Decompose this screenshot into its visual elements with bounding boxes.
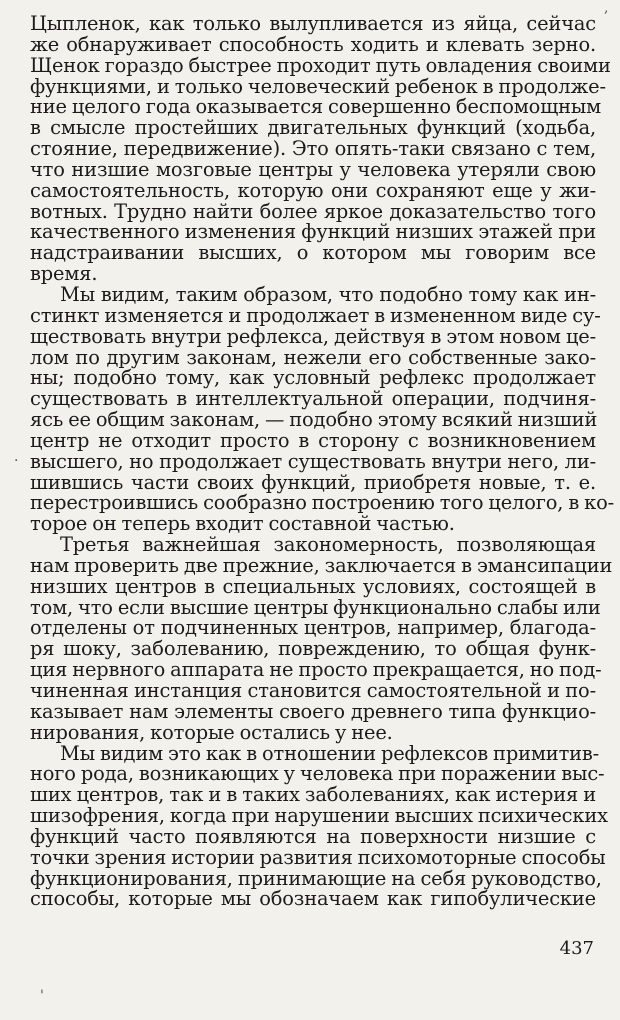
text-line: Мы видим, таким образом, что подобно тому как ин- <box>60 282 596 306</box>
text-line: надстраивании высших, о котором мы говорим все <box>30 241 596 265</box>
text-line: Мы видим это как в отношении рефлексов примитив- <box>60 741 600 765</box>
text-line: же обнаруживает способность ходить и клевать зерно. <box>30 32 596 56</box>
text-line: способы, которые мы обозначаем как гипобулические <box>30 887 596 911</box>
paragraph-2 <box>30 282 614 536</box>
page-body <box>30 12 614 911</box>
text-line: низших центров в специальных условиях, состоящей в <box>30 574 596 598</box>
text-line: вотных. Трудно найти более яркое доказательство того <box>30 199 596 223</box>
text-line: ны; подобно тому, как условный рефлекс продолжает <box>30 366 596 390</box>
text-line: отделены от подчиненных центров, например, благода- <box>30 616 596 640</box>
text-line: ясь ее общим законам, — подобно этому всякий низший <box>30 408 598 432</box>
scan-speck: ' <box>40 988 44 1004</box>
scan-speck: · <box>14 453 19 469</box>
text-line: Щенок гораздо быстрее проходит путь овладения своими <box>30 53 611 77</box>
paragraph-4 <box>30 741 608 911</box>
paragraph-1 <box>30 12 611 286</box>
text-line: стинкт изменяется и продолжает в измененном виде су- <box>30 303 601 327</box>
text-line: ного рода, возникающих у человека при поражении выс- <box>30 762 605 786</box>
text-line: ние целого года оказывается совершенно беспомощным <box>30 95 602 119</box>
text-line: ших центров, так и в таких заболеваниях, как истерия и <box>30 783 596 807</box>
text-line: лом по другим законам, нежели его собственные зако- <box>30 345 596 369</box>
text-line: стояние, передвижение). Это опять-таки связано с тем, <box>30 137 596 161</box>
text-line: перестроившись сообразно построению того целого, в ко- <box>30 491 614 515</box>
text-line: что низшие мозговые центры у человека утеряли свою <box>30 157 596 181</box>
text-line: торое он теперь входит составной частью. <box>30 512 455 536</box>
text-line: высшего, но продолжает существовать внутри него, ли- <box>30 449 596 473</box>
text-line: казывает нам элементы своего древнего типа функцио- <box>30 699 596 723</box>
text-line: Третья важнейшая закономерность, позволяющая <box>60 533 596 557</box>
text-line: том, что если высшие центры функционально слабы или <box>30 595 601 619</box>
text-line: шившись части своих функций, приобретя новые, т. е. <box>30 470 596 494</box>
page-number: 437 <box>559 938 594 959</box>
text-line: нирования, которые остались у нее. <box>30 720 393 744</box>
paragraph-3 <box>30 533 613 744</box>
text-line: ция нервного аппарата не просто прекращается, но под- <box>30 658 602 682</box>
text-line: время. <box>30 262 98 286</box>
text-line: самостоятельность, которую они сохраняют еще у жи- <box>30 178 596 202</box>
scan-speck: , <box>604 0 609 16</box>
text-line: функционирования, принимающие на себя руководство, <box>30 866 602 890</box>
text-line: качественного изменения функций низших этажей при <box>30 220 596 244</box>
text-line: чиненная инстанция становится самостоятельной и по- <box>30 679 596 702</box>
text-line: центр не отходит просто в сторону с возникновением <box>30 428 596 452</box>
text-line: ря шоку, заболеванию, повреждению, то общая функ- <box>30 637 596 661</box>
text-line: функций часто появляются на поверхности низшие с <box>30 824 596 848</box>
text-line: ществовать внутри рефлекса, действуя в этом новом це- <box>30 324 596 348</box>
text-line: существовать в интеллектуальной операции, подчиня- <box>30 387 596 411</box>
text-line: в смысле простейших двигательных функций (ходьба, <box>30 116 596 140</box>
text-line: шизофрения, когда при нарушении высших психических <box>30 804 608 828</box>
text-line: нам проверить две прежние, заключается в эмансипации <box>30 553 613 577</box>
text-line: Цыпленок, как только вылупливается из яйца, сейчас <box>30 12 596 35</box>
text-line: функциями, и только человеческий ребенок в продолже- <box>30 74 606 98</box>
text-line: точки зрения истории развития психомоторные способы <box>30 845 606 869</box>
